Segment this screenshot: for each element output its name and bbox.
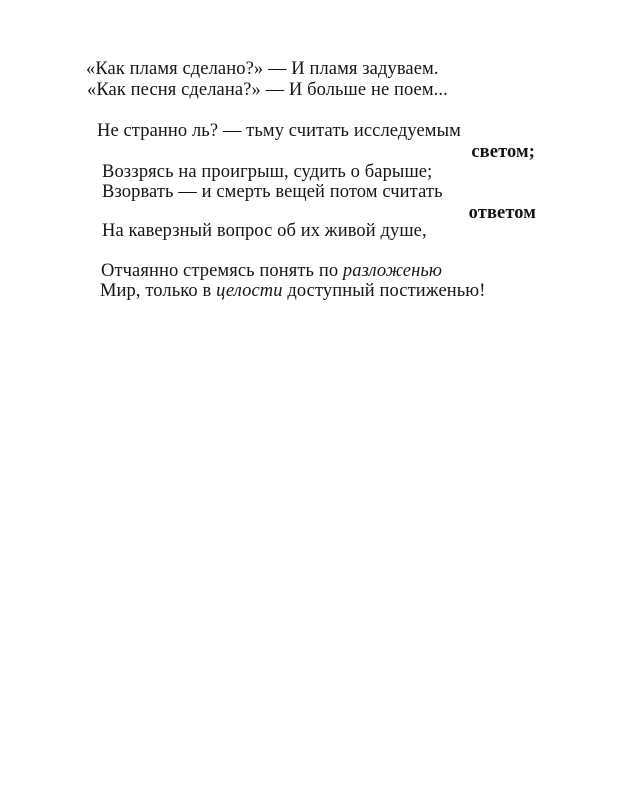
text-segment: Отчаянно стремясь понять по (101, 261, 343, 281)
poem-line-continuation: светом; (471, 142, 535, 162)
poem-line-continuation: ответом (468, 203, 536, 223)
poem-line: Не странно ль? — тьму считать исследуемым (97, 121, 461, 141)
italic-word: разложенью (342, 261, 443, 281)
italic-word: целости (216, 281, 283, 301)
poem-line (100, 281, 485, 301)
text-segment: Мир, только в (100, 281, 217, 301)
poem-line: Воззрясь на проигрыш, судить о барыше; (102, 162, 433, 182)
poem-line: Взорвать — и смерть вещей потом считать (102, 182, 443, 202)
poem-line: «Как пламя сделано?» — И пламя задуваем. (86, 59, 439, 79)
poem-line (101, 261, 442, 281)
text-segment: доступный постиженью! (282, 281, 486, 301)
poem-line: На каверзный вопрос об их живой душе, (102, 221, 427, 241)
poem-line: «Как песня сделана?» — И больше не поем... (87, 80, 448, 100)
